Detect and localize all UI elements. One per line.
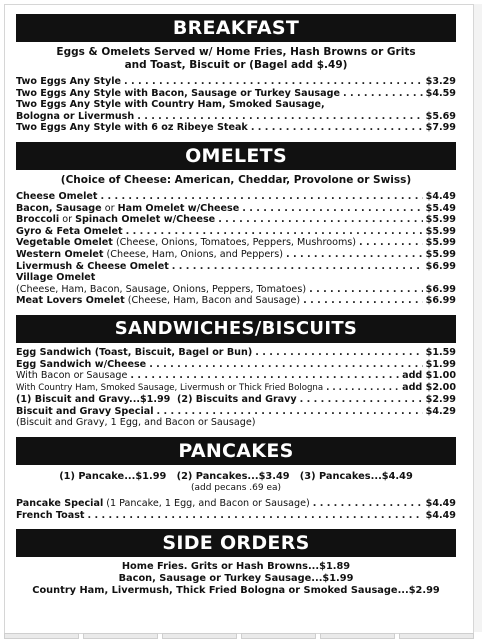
item-name-2: Spinach Omelet w/Cheese bbox=[75, 214, 216, 226]
item-price: $7.99 bbox=[425, 122, 456, 134]
item-name-2: (2) Biscuits and Gravy bbox=[177, 394, 297, 406]
item-desc: With Country Ham, Smoked Sausage, Livermush or Thick Fried Bologna bbox=[16, 382, 324, 393]
item-price: $6.99 bbox=[425, 295, 456, 307]
item-name: Two Eggs Any Style with Bacon, Sausage or Turkey Sausage bbox=[16, 87, 340, 99]
side-line-2: Bacon, Sausage or Turkey Sausage...$1.99 bbox=[118, 573, 354, 585]
dot-leader bbox=[313, 498, 423, 510]
dot-leader bbox=[300, 394, 423, 406]
item-price: $5.99 bbox=[425, 225, 456, 237]
item-price: $4.29 bbox=[425, 405, 456, 417]
item-price: $5.99 bbox=[425, 248, 456, 260]
item-price: $5.49 bbox=[425, 202, 456, 214]
menu-page bbox=[4, 4, 474, 634]
dot-leader bbox=[126, 226, 423, 238]
item-price: $4.49 bbox=[425, 498, 456, 510]
dot-leader bbox=[326, 383, 399, 395]
menu-item bbox=[16, 406, 456, 418]
menu-item bbox=[16, 498, 456, 510]
item-price: add $1.00 bbox=[402, 370, 456, 382]
item-name: Biscuit and Gravy Special bbox=[16, 405, 154, 417]
item-desc: (Cheese, Ham, Bacon and Sausage) bbox=[124, 295, 301, 307]
pancake-options: (1) Pancake...$1.99 (2) Pancakes...$3.49 (3) Pancakes...$4.49 bbox=[59, 471, 413, 483]
dot-leader bbox=[359, 237, 423, 249]
menu-item bbox=[16, 284, 456, 296]
dot-leader bbox=[242, 203, 422, 215]
item-price: $1.99 bbox=[425, 358, 456, 370]
menu-item bbox=[16, 510, 456, 522]
dot-leader bbox=[303, 295, 422, 307]
item-price: $6.99 bbox=[425, 260, 456, 272]
item-name: Egg Sandwich w/Cheese bbox=[16, 358, 147, 370]
dot-leader bbox=[172, 261, 423, 273]
item-conjunction: or bbox=[101, 202, 118, 214]
dot-leader bbox=[88, 510, 423, 522]
thumbnail-strip bbox=[4, 633, 474, 639]
item-desc: (Cheese, Onions, Tomatoes, Peppers, Mushrooms) bbox=[112, 237, 357, 249]
sides-header: SIDE ORDERS bbox=[16, 529, 456, 557]
dot-leader bbox=[251, 122, 423, 134]
dot-leader bbox=[157, 406, 423, 418]
thumbnail[interactable] bbox=[162, 633, 237, 639]
item-price: $5.99 bbox=[425, 237, 456, 249]
item-price: $1.59 bbox=[425, 346, 456, 358]
sandwiches-header: SANDWICHES/BISCUITS bbox=[16, 315, 456, 343]
item-desc: (1 Pancake, 1 Egg, and Bacon or Sausage) bbox=[103, 498, 310, 510]
pecans-note: (add pecans .69 ea) bbox=[190, 483, 282, 494]
item-name: Two Eggs Any Style bbox=[16, 76, 122, 87]
item-name: Western Omelet bbox=[16, 248, 104, 260]
menu-item bbox=[16, 237, 456, 249]
dot-leader bbox=[343, 88, 423, 100]
dot-leader bbox=[255, 347, 422, 359]
item-name: Village Omelet bbox=[16, 272, 96, 284]
item-name: Egg Sandwich (Toast, Biscuit, Bagel or Bun) bbox=[16, 346, 253, 358]
menu-item bbox=[16, 76, 456, 88]
menu-item bbox=[16, 249, 456, 261]
dot-leader bbox=[124, 76, 423, 88]
thumbnail[interactable] bbox=[399, 633, 474, 639]
menu-content bbox=[16, 14, 456, 597]
item-name: Pancake Special bbox=[16, 498, 104, 510]
dot-leader bbox=[309, 284, 423, 296]
item-name-cont: Bologna or Livermush bbox=[16, 110, 135, 122]
thumbnail[interactable] bbox=[241, 633, 316, 639]
menu-item bbox=[16, 122, 456, 134]
menu-item bbox=[16, 359, 456, 371]
pancakes-header: PANCAKES bbox=[16, 437, 456, 465]
item-price: $4.49 bbox=[425, 509, 456, 521]
menu-item bbox=[16, 295, 456, 307]
menu-item bbox=[16, 347, 456, 359]
item-name: Broccoli bbox=[16, 214, 60, 226]
item-name-2: Ham Omelet w/Cheese bbox=[117, 202, 240, 214]
item-price: add $2.00 bbox=[402, 381, 456, 393]
menu-item bbox=[16, 214, 456, 226]
breakfast-note-1: Eggs & Omelets Served w/ Home Fries, Hash Browns or Grits bbox=[56, 46, 416, 58]
item-price: $4.49 bbox=[425, 190, 456, 202]
item-desc: With Bacon or Sausage bbox=[16, 370, 128, 382]
item-name: Bacon, Sausage bbox=[16, 202, 102, 214]
side-line-1: Home Fries. Grits or Hash Browns...$1.89 bbox=[121, 561, 351, 573]
page-scrollbar[interactable] bbox=[474, 4, 482, 632]
breakfast-header: BREAKFAST bbox=[16, 14, 456, 42]
item-name: Vegetable Omelet bbox=[16, 237, 113, 249]
menu-item bbox=[16, 111, 456, 123]
item-name: Livermush & Cheese Omelet bbox=[16, 260, 169, 272]
item-price: $6.99 bbox=[425, 283, 456, 295]
thumbnail[interactable] bbox=[83, 633, 158, 639]
item-desc: (Cheese, Ham, Onions, and Peppers) bbox=[103, 248, 283, 260]
item-name: Gyro & Feta Omelet bbox=[16, 225, 123, 237]
breakfast-note-2: and Toast, Biscuit or (Bagel add $.49) bbox=[124, 59, 348, 71]
menu-item bbox=[16, 261, 456, 273]
item-name: Cheese Omelet bbox=[16, 190, 98, 202]
omelets-note: (Choice of Cheese: American, Cheddar, Provolone or Swiss) bbox=[60, 173, 412, 186]
item-price: $2.99 bbox=[425, 394, 456, 406]
item-price: $4.59 bbox=[425, 87, 456, 99]
thumbnail[interactable] bbox=[4, 633, 79, 639]
dot-leader bbox=[100, 191, 422, 203]
menu-item bbox=[16, 226, 456, 238]
menu-item bbox=[16, 394, 456, 406]
thumbnail[interactable] bbox=[320, 633, 395, 639]
menu-item bbox=[16, 203, 456, 215]
item-name: (1) Biscuit and Gravy...$1.99 bbox=[16, 394, 171, 406]
item-name: French Toast bbox=[16, 509, 85, 521]
dot-leader bbox=[218, 214, 422, 226]
dot-leader bbox=[137, 111, 422, 123]
dot-leader bbox=[130, 370, 399, 382]
item-price: $5.69 bbox=[425, 110, 456, 122]
item-desc: (Biscuit and Gravy, 1 Egg, and Bacon or Sausage) bbox=[16, 417, 256, 429]
menu-item bbox=[16, 382, 456, 395]
item-price: $3.29 bbox=[425, 76, 456, 87]
item-name: Two Eggs Any Style with 6 oz Ribeye Steak bbox=[16, 122, 248, 134]
dot-leader bbox=[286, 249, 423, 261]
menu-item bbox=[16, 191, 456, 203]
dot-leader bbox=[149, 359, 422, 371]
item-name: Meat Lovers Omelet bbox=[16, 295, 125, 307]
item-conjunction: or bbox=[59, 214, 76, 226]
item-name: Two Eggs Any Style with Country Ham, Smoked Sausage, bbox=[16, 99, 325, 111]
item-desc: (Cheese, Ham, Bacon, Sausage, Onions, Peppers, Tomatoes) bbox=[16, 283, 307, 295]
side-line-3: Country Ham, Livermush, Thick Fried Bologna or Smoked Sausage...$2.99 bbox=[32, 585, 440, 597]
item-price: $5.99 bbox=[425, 214, 456, 226]
menu-item bbox=[16, 370, 456, 382]
omelets-header: OMELETS bbox=[16, 142, 456, 170]
menu-item bbox=[16, 88, 456, 100]
